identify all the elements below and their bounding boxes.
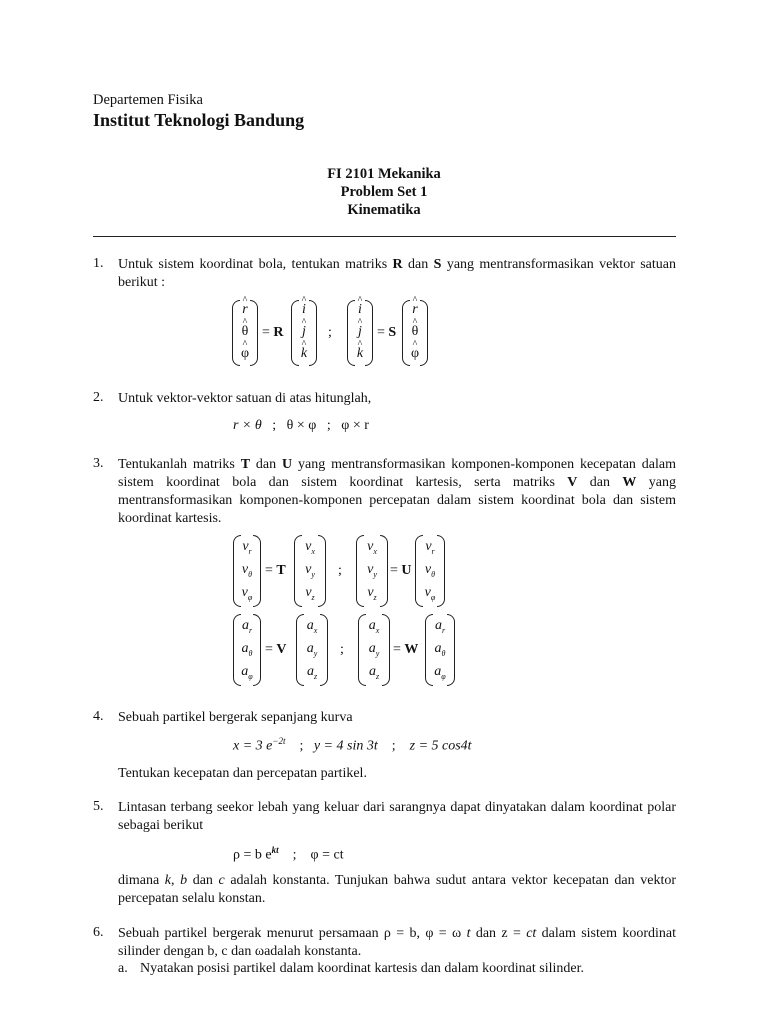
problem-5-text: Lintasan terbang seekor lebah yang keluar dari sarangnya dapat dinyatakan dalam koordinat polar sebagai berikut (118, 800, 676, 833)
institute-name: Institut Teknologi Bandung (93, 110, 305, 130)
acceleration-cartesian-vector: $a_x$ $a_y$ $a_z$ (358, 614, 390, 686)
problem-number: 5. (93, 799, 104, 814)
matrix-eq-t: = T (265, 563, 286, 578)
matrix-eq-u: = U (390, 563, 412, 578)
separator: ; (338, 563, 342, 578)
problem-number: 3. (93, 456, 104, 471)
problem-number: 6. (93, 925, 104, 940)
problem-set-title: Problem Set 1 (340, 184, 428, 200)
matrix-eq-v: = V (265, 642, 287, 657)
problem-1-text: Untuk sistem koordinat bola, tentukan matriks R dan S yang mentransformasikan vektor satuan berikut : (118, 257, 677, 290)
matrix-eq-s: = S (377, 325, 397, 340)
velocity-cartesian-vector: $v_x$ $v_y$ $v_z$ (356, 535, 388, 607)
velocity-spherical-vector: $v_r$ $v_\theta$ $v_\varphi$ (233, 535, 261, 607)
matrix-eq-r: = R (262, 325, 284, 340)
problem-4-text: Sebuah partikel bergerak sepanjang kurva (118, 710, 353, 725)
matrix-eq-w: = W (393, 642, 419, 657)
department-name: Departemen Fisika (93, 92, 203, 108)
course-title: FI 2101 Mekanika (327, 166, 441, 182)
acceleration-cartesian-vector: $a_x$ $a_y$ $a_z$ (296, 614, 328, 686)
curve-equations: x = 3 $e^{-2t}$ ; y = 4 sin 3t ; z = 5 cos4t (233, 736, 472, 754)
problem-3-text: Tentukanlah matriks T dan U yang mentransformasikan komponen-komponen kecepatan dalam sistem koordinat bola dan sistem koordinat kartesis, serta matriks V dan W yang mentransformasikan komponen-komponen percepatan dalam sistem koordinat bola dan sistem koordinat kartesis. (118, 457, 677, 526)
header-divider (93, 236, 676, 237)
acceleration-spherical-vector: $a_r$ $a_\theta$ $a_\varphi$ (233, 614, 261, 686)
velocity-spherical-vector: $v_r$ $v_\theta$ $v_\varphi$ (415, 535, 445, 607)
topic-title: Kinematika (347, 202, 421, 218)
problem-number: 1. (93, 256, 104, 271)
subitem-label: a. (118, 961, 128, 976)
velocity-cartesian-vector: $v_x$ $v_y$ $v_z$ (294, 535, 326, 607)
problem-number: 2. (93, 390, 104, 405)
problem-5-followup: dimana k, b dan c adalah konstanta. Tunjukan bahwa sudut antara vektor kecepatan dan vektor percepatan selalu konstan. (118, 873, 676, 906)
spherical-unit-vector: r ^ θ ^ φ ^ (232, 300, 258, 366)
separator: ; (328, 325, 332, 340)
subitem-text: Nyatakan posisi partikel dalam koordinat kartesis dan dalam koordinat silinder. (140, 961, 585, 976)
acceleration-spherical-vector: $a_r$ $a_\theta$ $a_\varphi$ (425, 614, 455, 686)
problem-4-followup: Tentukan kecepatan dan percepatan partikel. (118, 766, 367, 781)
polar-equations: ρ = b $e^{kt}$ ; φ = ct (233, 845, 344, 863)
problem-6-text: Sebuah partikel bergerak menurut persamaan ρ = b, φ = ω t dan z = ct dalam sistem koordinat silinder dengan b, c dan ωadalah konstanta. (118, 926, 676, 959)
cartesian-unit-vector: i ^ j ^ k ^ (347, 300, 373, 366)
problem-2-text: Untuk vektor-vektor satuan di atas hitunglah, (118, 391, 372, 406)
cartesian-unit-vector: i ^ j ^ k ^ (291, 300, 317, 366)
cross-product-equations: r × θ ; θ × φ ; φ × r (233, 418, 369, 433)
separator: ; (340, 642, 344, 657)
spherical-unit-vector: r ^ θ ^ φ ^ (402, 300, 428, 366)
problem-number: 4. (93, 709, 104, 724)
